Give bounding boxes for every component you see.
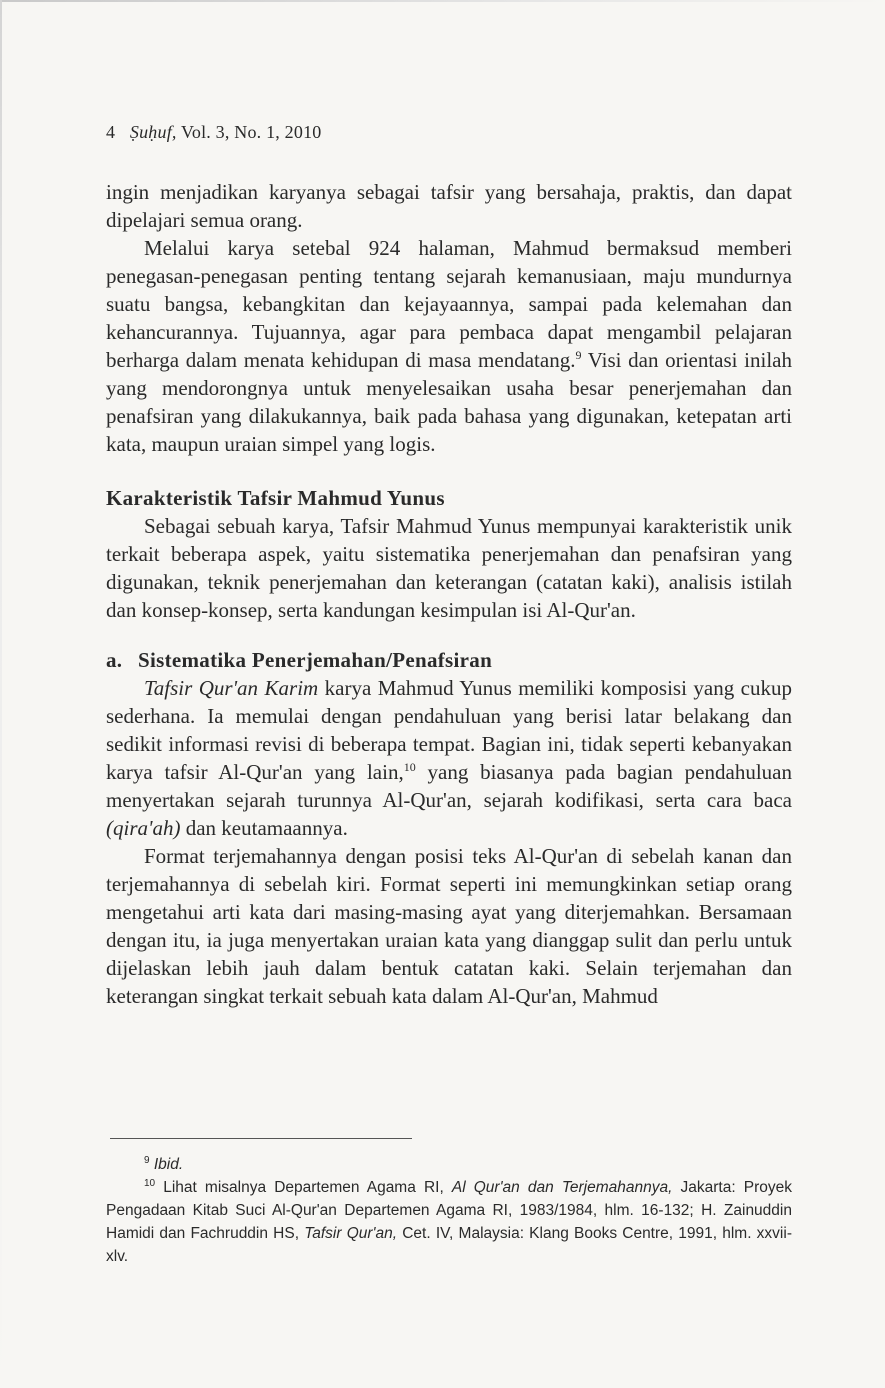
footnote-number: 10 <box>144 1177 156 1189</box>
subsection-number: a. <box>106 648 123 672</box>
paragraph-mahmud-intent <box>106 234 792 458</box>
footnote-text: Lihat misalnya Departemen Agama RI, <box>155 1179 452 1196</box>
journal-name: Ṣuḥuf, <box>129 122 177 142</box>
paragraph-karakteristik: Sebagai sebuah karya, Tafsir Mahmud Yunus mempunyai karakteristik unik terkait beberapa aspek, yaitu sistematika penerjemahan dan penafsiran yang digunakan, teknik penerjemahan dan keterangan (catatan kaki), analisis istilah dan konsep-konsep, serta kandungan kesimpulan isi Al-Qur'an. <box>106 514 792 622</box>
running-header <box>106 122 321 143</box>
scan-edge-left <box>0 0 2 1388</box>
paragraph-text: karya Mahmud Yunus memiliki komposisi yang cukup sederhana. Ia memulai dengan pendahuluan yang berisi latar belakang dan sedikit informasi revisi di beberapa tempat. Bagian ini, tidak seperti kebanyakan karya tafsir Al-Qur'an yang lain, <box>106 676 792 784</box>
footnote-rule <box>110 1138 412 1139</box>
volume-info: Vol. 3, No. 1, 2010 <box>180 122 322 142</box>
scan-edge-top <box>0 0 885 2</box>
footnote-number: 9 <box>144 1154 150 1166</box>
paragraph-text: yang biasanya pada bagian pendahuluan menyertakan sejarah turunnya Al-Qur'an, sejarah kodifikasi, serta cara baca <box>106 760 792 812</box>
book-title: Tafsir Qur'an Karim <box>144 676 319 700</box>
main-text <box>106 178 792 1010</box>
subsection-title: Sistematika Penerjemahan/Penafsiran <box>138 648 493 672</box>
footnote-text: Jakarta: Proyek Pengadaan Kitab Suci Al-Qur'an Departemen Agama RI, 1983/1984, hlm. 16-132; H. Zainuddin Hamidi dan Fachruddin HS, <box>106 1179 792 1242</box>
footnote-9 <box>106 1153 792 1176</box>
paragraph-komposisi <box>106 674 792 842</box>
footnote-title: Al Qur'an dan Terjemahannya, <box>451 1179 673 1196</box>
paragraph-text: Visi dan orientasi inilah yang mendorongnya untuk menyelesaikan usaha besar penerjemahan dan penafsiran yang dilakukannya, baik pada bahasa yang digunakan, ketepatan arti kata, maupun uraian simpel yang logis. <box>106 348 792 456</box>
footnote-text: Ibid. <box>153 1156 184 1173</box>
subsection-heading-sistematika <box>106 646 792 674</box>
paragraph-continuation: ingin menjadikan karyanya sebagai tafsir yang bersahaja, praktis, dan dapat dipelajari semua orang. <box>106 180 792 232</box>
footnote-10 <box>106 1176 792 1268</box>
paragraph-text: Melalui karya setebal 924 halaman, Mahmud bermaksud memberi penegasan-penegasan penting tentang sejarah kemanusiaan, maju mundurnya suatu bangsa, kebangkitan dan kejayaannya, sampai pada kelemahan dan kehancurannya. Tujuannya, agar para pembaca dapat mengambil pelajaran berharga dalam menata kehidupan di masa mendatang. <box>106 236 792 372</box>
footnote-list <box>106 1153 792 1268</box>
footnote-ref-9: 9 <box>575 348 582 362</box>
page-number: 4 <box>106 122 116 142</box>
section-heading-karakteristik: Karakteristik Tafsir Mahmud Yunus <box>106 486 445 510</box>
footnote-title: Tafsir Qur'an, <box>304 1225 398 1242</box>
term-qiraah: (qira'ah) <box>106 816 181 840</box>
paragraph-format: Format terjemahannya dengan posisi teks Al-Qur'an di sebelah kanan dan terjemahannya di sebelah kiri. Format seperti ini memungkinkan setiap orang mengetahui arti kata dari masing-masing ayat yang diterjemahkan. Bersamaan dengan itu, ia juga menyertakan uraian kata yang dianggap sulit dan perlu untuk dijelaskan lebih jauh dalam bentuk catatan kaki. Selain terjemahan dan keterangan singkat terkait sebuah kata dalam Al-Qur'an, Mahmud <box>106 844 792 1008</box>
footnotes <box>106 1138 792 1268</box>
paragraph-text: dan keutamaannya. <box>180 816 348 840</box>
footnote-text: Cet. IV, Malaysia: Klang Books Centre, 1991, hlm. xxvii-xlv. <box>106 1225 792 1265</box>
footnote-ref-10: 10 <box>403 760 416 774</box>
